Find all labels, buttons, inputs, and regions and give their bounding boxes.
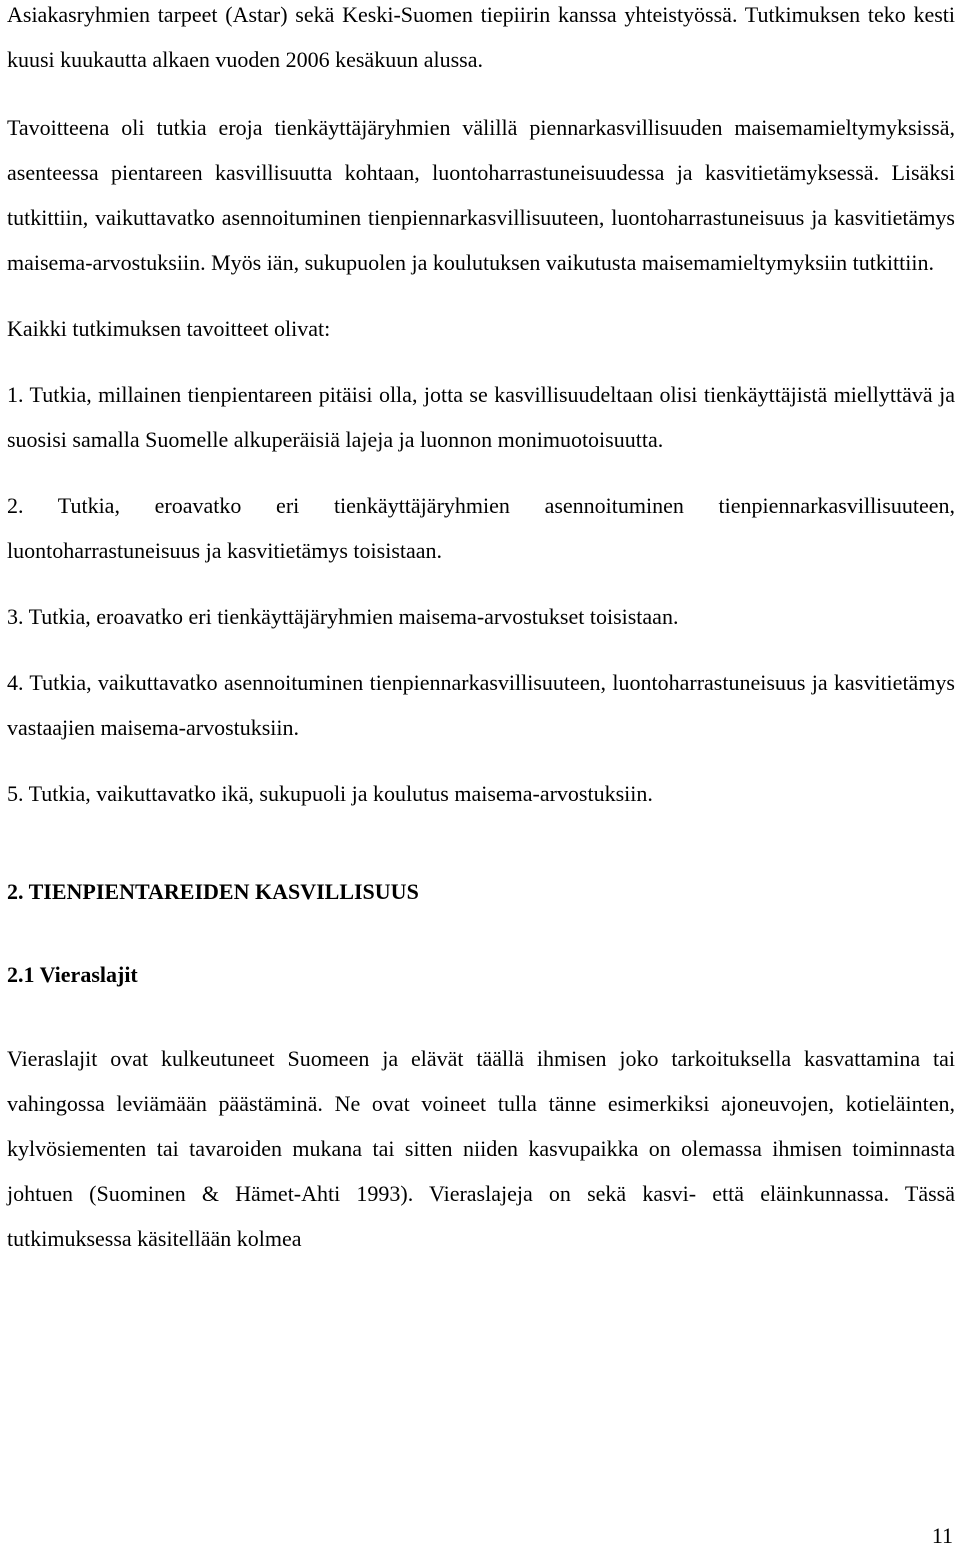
intro-paragraph-continued: Asiakasryhmien tarpeet (Astar) sekä Keski-Suomen tiepiirin kanssa yhteistyössä. Tutkimuksen teko kesti kuusi kuukautta alkaen vuoden 2006 kesäkuun alussa. xyxy=(7,2,955,72)
goals-list xyxy=(7,372,955,816)
goal-item: 1. Tutkia, millainen tienpientareen pitäisi olla, jotta se kasvillisuudeltaan olisi tienkäyttäjistä miellyttävä ja suosisi samalla Suomelle alkuperäisiä lajeja ja luonnon monimuotoisuutta. xyxy=(7,382,955,452)
goal-item: 2. Tutkia, eroavatko eri tienkäyttäjäryhmien asennoituminen tienpiennarkasvillisuuteen, luontoharrastuneisuus ja kasvitietämys toisistaan. xyxy=(7,493,955,563)
goal-item: 5. Tutkia, vaikuttavatko ikä, sukupuoli ja koulutus maisema-arvostuksiin. xyxy=(7,781,653,806)
goal-item: 3. Tutkia, eroavatko eri tienkäyttäjäryhmien maisema-arvostukset toisistaan. xyxy=(7,604,679,629)
subsection-heading: 2.1 Vieraslajit xyxy=(7,962,138,987)
section-body-paragraph: Vieraslajit ovat kulkeutuneet Suomeen ja elävät täällä ihmisen joko tarkoituksella kasvattamina tai vahingossa leviämään päästäminä. Ne ovat voineet tulla tänne esimerkiksi ajoneuvojen, kotieläinten, kylvösiementen tai tavaroiden mukana tai sitten niiden kasvupaikka on olemassa ihmisen toiminnasta johtuen (Suominen & Hämet-Ahti 1993). Vieraslajeja on sekä kasvi- että eläinkunnassa. Tässä tutkimuksessa käsitellään kolmea xyxy=(7,1046,955,1251)
section-heading: 2. TIENPIENTAREIDEN KASVILLISUUS xyxy=(7,879,419,904)
goal-item: 4. Tutkia, vaikuttavatko asennoituminen tienpiennarkasvillisuuteen, luontoharrastuneisuus ja kasvitietämys vastaajien maisema-arvostuksiin. xyxy=(7,670,955,740)
page-number: 11 xyxy=(931,1523,953,1548)
document-page xyxy=(7,0,955,1261)
objectives-lead-in: Kaikki tutkimuksen tavoitteet olivat: xyxy=(7,316,331,341)
objectives-paragraph: Tavoitteena oli tutkia eroja tienkäyttäjäryhmien välillä piennarkasvillisuuden maisemamieltymyksissä, asenteessa pientareen kasvillisuutta kohtaan, luontoharrastuneisuudessa ja kasvitietämyksessä. Lisäksi tutkittiin, vaikuttavatko asennoituminen tienpiennarkasvillisuuteen, luontoharrastuneisuus ja kasvitietämys maisema-arvostuksiin. Myös iän, sukupuolen ja koulutuksen vaikutusta maisemamieltymyksiin tutkittiin. xyxy=(7,115,955,275)
